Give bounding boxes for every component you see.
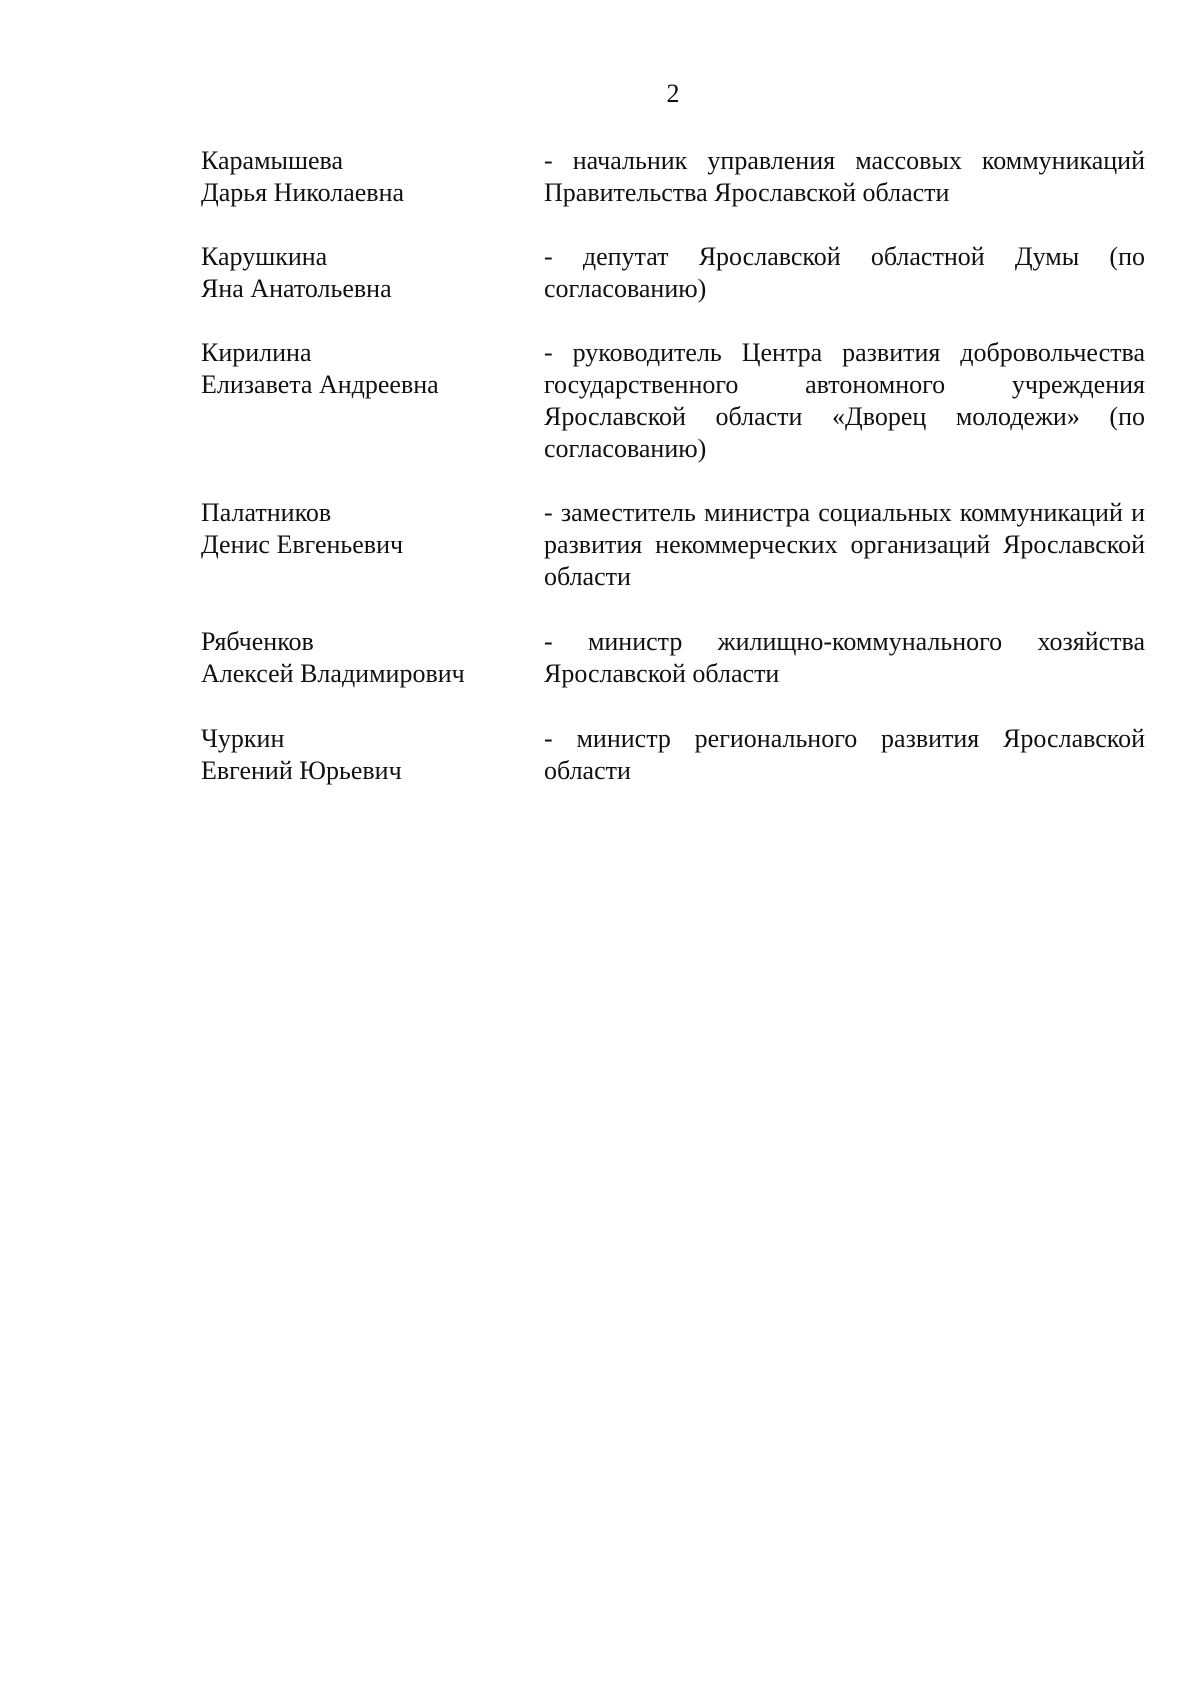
member-name [201, 497, 544, 561]
member-surname: Чуркин [201, 724, 285, 753]
member-position: - начальник управления массовых коммуникаций Правительства Ярославской области [544, 146, 1145, 207]
member-given-name: Дарья Николаевна [201, 178, 405, 207]
member-surname: Кирилина [201, 338, 312, 367]
member-surname: Карамышева [201, 146, 344, 175]
member-given-name: Денис Евгеньевич [201, 530, 404, 559]
member-list [201, 145, 1145, 787]
member-entry [201, 497, 1145, 593]
member-entry [201, 241, 1145, 305]
member-position: - министр жилищно-коммунального хозяйства Ярославской области [544, 627, 1145, 688]
member-name [201, 241, 544, 305]
member-given-name: Елизавета Андреевна [201, 370, 439, 399]
member-name [201, 723, 544, 787]
member-position: - министр регионального развития Ярославской области [544, 724, 1145, 785]
member-entry [201, 626, 1145, 690]
member-name [201, 145, 544, 209]
member-surname: Карушкина [201, 242, 328, 271]
member-position: - депутат Ярославской областной Думы (по согласованию) [544, 242, 1145, 303]
member-position: - заместитель министра социальных коммуникаций и развития некоммерческих организаций Ярославской области [544, 498, 1145, 591]
member-surname: Палатников [201, 498, 332, 527]
member-name [201, 626, 544, 690]
member-surname: Рябченков [201, 627, 314, 656]
member-given-name: Евгений Юрьевич [201, 756, 402, 785]
page-number: 2 [666, 79, 680, 108]
member-entry [201, 723, 1145, 787]
member-given-name: Яна Анатольевна [201, 274, 392, 303]
member-entry [201, 337, 1145, 465]
member-entry [201, 145, 1145, 209]
member-given-name: Алексей Владимирович [201, 659, 465, 688]
member-position: - руководитель Центра развития добровольчества государственного автономного учреждения Ярославской области «Дворец молодежи» (по согласованию) [544, 338, 1145, 463]
member-name [201, 337, 544, 401]
